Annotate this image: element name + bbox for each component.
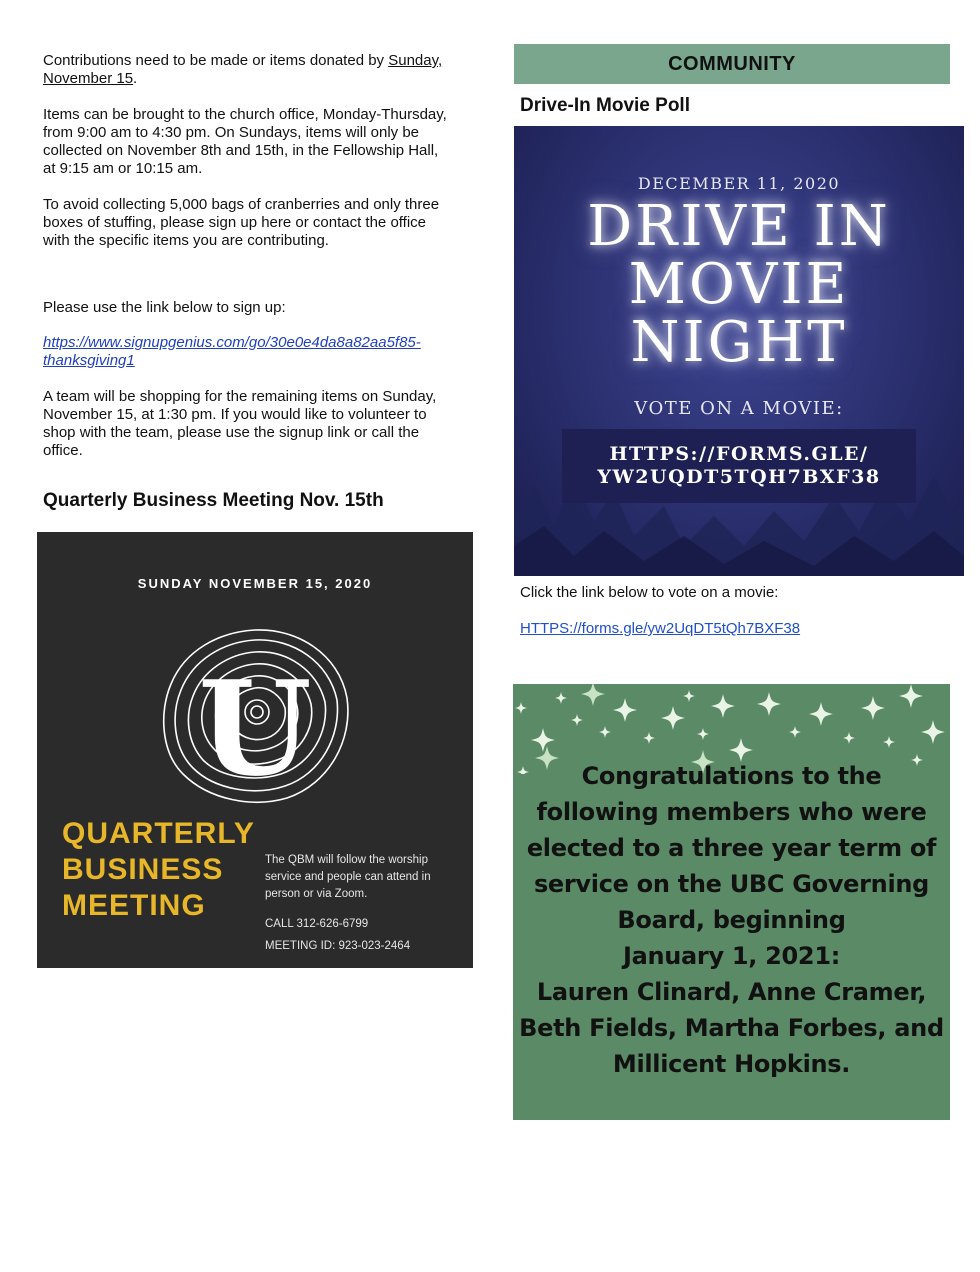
signup-instruction: Please use the link below to sign up: [43,299,286,316]
donation-deadline-paragraph: Contributions need to be made or items donated by Sunday, November 15. [43,52,443,87]
drop-off-paragraph: Items can be brought to the church office, Monday-Thursday, from 9:00 am to 4:30 pm. On Sundays, items will only be collected on November 8th and 15th, in the Fellowship Hall, at 9:15 am or 10:15 am. [43,106,447,177]
movie-url-box: HTTPS://FORMS.GLE/ YW2UQDT5TQH7BXF38 [562,429,916,503]
movie-poll-heading: Drive-In Movie Poll [520,95,690,116]
movie-title: DRIVE IN MOVIE NIGHT [587,194,891,375]
qbm-poster [37,532,473,968]
signup-request-paragraph: To avoid collecting 5,000 bags of cranberries and only three boxes of stuffing, please sign up here or contact the office with the specific items you are contributing. [43,196,440,249]
qbm-heading: Quarterly Business Meeting Nov. 15th [43,490,384,511]
congratulations-card [513,684,950,1120]
tree-ring-emblem-icon [157,624,353,806]
vote-instruction: Click the link below to vote on a movie: [520,584,779,601]
qbm-title: QUARTERLY BUSINESS MEETING [62,817,255,922]
shopping-team-paragraph: A team will be shopping for the remaining items on Sunday, November 15, at 1:30 pm. If you would like to volunteer to shop with the team, please use the signup link or call the office. [43,388,437,459]
deadline-date: Sunday, [388,52,443,69]
qbm-description: The QBM will follow the worship service and people can attend in person or via Zoom. [265,854,431,900]
congratulations-text: Congratulations to the following members who were elected to a three year term of service on the UBC Governing Board, beginning January 1, 2021: Lauren Clinard, Anne Cramer, Beth Fields, Martha Forbes, and Millicent Hopkins. [519,762,944,1078]
qbm-phone: CALL 312-626-6799 [265,918,369,930]
vote-link[interactable]: HTTPS://forms.gle/yw2UqDT5tQh7BXF38 [520,620,801,637]
qbm-date: SUNDAY NOVEMBER 15, 2020 [137,576,373,591]
qbm-meeting-id: MEETING ID: 923-023-2464 [265,940,411,952]
movie-date: DECEMBER 11, 2020 [637,174,841,193]
deadline-date-cont: November 15 [43,70,134,87]
signup-link[interactable]: https://www.signupgenius.com/go/30e0e4da8a82aa5f85- thanksgiving1 [43,334,421,369]
movie-vote-label: VOTE ON A MOVIE: [634,398,844,419]
community-header: COMMUNITY [514,44,950,84]
svg-text:U: U [198,652,312,805]
movie-poster [514,126,964,576]
